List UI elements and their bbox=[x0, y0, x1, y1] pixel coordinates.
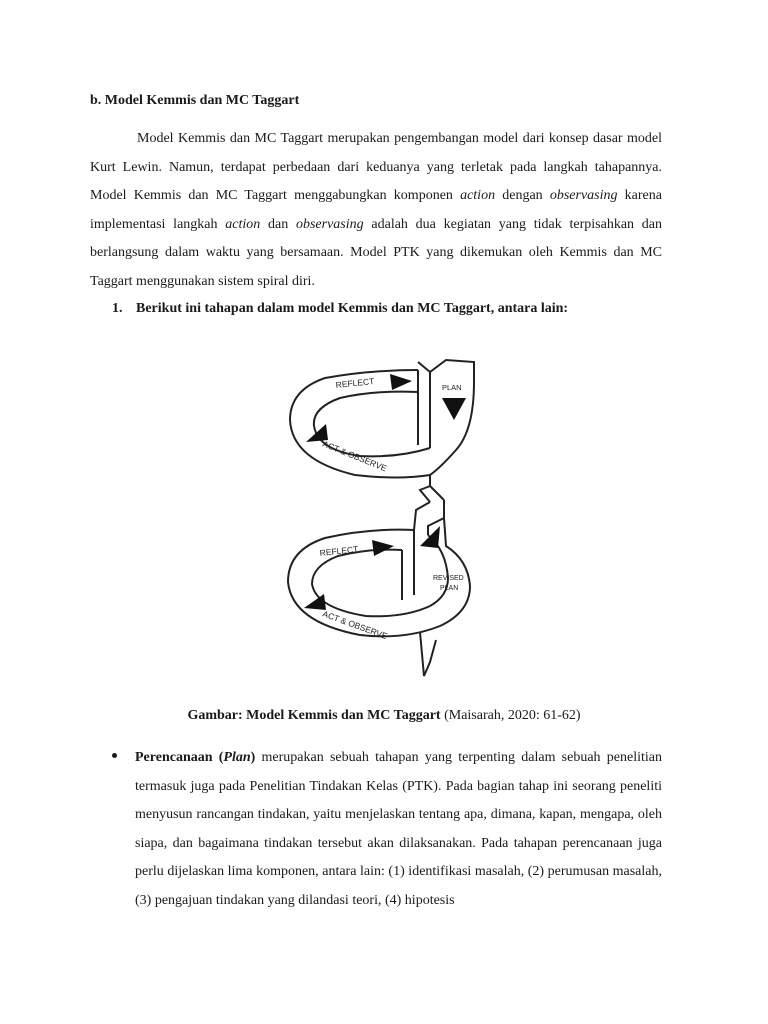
intro-text-3: karena implementasi langkah bbox=[90, 188, 662, 232]
intro-text-1: Model Kemmis dan MC Taggart merupakan pengembangan model dari konsep dasar model Kurt Lewin. Namun, terdapat perbedaan dari keduanya yang terletak pada langkah tahapannya. Model Kemmis dan MC Taggart menggabungkan komponen bbox=[90, 131, 662, 203]
cycle-2 bbox=[288, 518, 470, 676]
intro-text-4: dan bbox=[260, 216, 296, 232]
bullet-text: merupakan sebuah tahapan yang terpenting dalam sebuah penelitian termasuk juga pada Penelitian Tindakan Kelas (PTK). Pada bagian tahap ini seorang peneliti menyusun rancangan tindakan, yaitu menjelaskan tentang apa, dimana, kapan, mengapa, oleh siapa, dan bagaimana tindakan tersebut akan dilaksanakan. Pada tahapan perencanaan juga perlu dijelaskan lima komponen, antara lain: (1) identifikasi masalah, (2) perumusan masalah, (3) pengajuan tindakan yang dilandasi teori, (4) hipotesis bbox=[135, 750, 662, 908]
label-act-observe-1: ACT & OBSERVE bbox=[321, 438, 389, 474]
section-heading: b. Model Kemmis dan MC Taggart bbox=[90, 93, 300, 108]
term-observasing-2: observasing bbox=[295, 216, 364, 232]
term-action-2: action bbox=[225, 216, 261, 232]
cycle-2-inner bbox=[312, 550, 430, 617]
figure-caption bbox=[0, 708, 768, 724]
label-revised: REVISED bbox=[433, 575, 464, 582]
intro-paragraph bbox=[90, 125, 662, 296]
plan-strip bbox=[418, 360, 474, 502]
label-reflect-2: REFLECT bbox=[319, 543, 359, 558]
label-plan: PLAN bbox=[442, 383, 462, 392]
arrow-reflect-1 bbox=[390, 374, 412, 390]
caption-source: (Maisarah, 2020: 61-62) bbox=[440, 708, 581, 723]
caption-bold: Gambar: Model Kemmis dan MC Taggart bbox=[187, 708, 441, 723]
label-reflect-1: REFLECT bbox=[335, 375, 375, 390]
bullet-item-perencanaan bbox=[112, 744, 662, 915]
label-revised-plan: PLAN bbox=[440, 585, 459, 592]
intro-text-5: adalah dua kegiatan yang tidak terpisahkan dan berlangsung dalam waktu yang bersamaan. Model PTK yang dikemukan oleh Kemmis dan MC Taggart menggunakan sistem spiral diri. bbox=[90, 216, 662, 289]
arrow-revised bbox=[420, 526, 440, 548]
list-number: 1. bbox=[112, 301, 123, 316]
cycle-1 bbox=[290, 360, 474, 502]
bullet-dot-icon bbox=[112, 753, 117, 758]
bullet-term bbox=[135, 750, 255, 765]
labels bbox=[319, 376, 464, 641]
arrow-act-2 bbox=[304, 594, 326, 610]
label-act-observe-2: ACT & OBSERVE bbox=[321, 608, 389, 642]
bullet-term-open: Perencanaan ( bbox=[135, 750, 224, 765]
bullet-paragraph bbox=[135, 744, 662, 915]
arrow-reflect-2 bbox=[372, 540, 394, 556]
arrow-plan bbox=[442, 398, 466, 420]
term-observasing: observasing bbox=[549, 188, 618, 203]
spiral-diagram bbox=[280, 350, 490, 680]
term-action: action bbox=[460, 188, 496, 203]
intro-text-2: dengan bbox=[495, 188, 550, 203]
exit-strip bbox=[420, 632, 436, 676]
numbered-list-item bbox=[112, 301, 568, 317]
list-text: Berikut ini tahapan dalam model Kemmis dan MC Taggart, antara lain: bbox=[136, 301, 569, 316]
bullet-term-italic: Plan bbox=[223, 750, 251, 765]
bullet-term-close: ) bbox=[250, 750, 256, 765]
